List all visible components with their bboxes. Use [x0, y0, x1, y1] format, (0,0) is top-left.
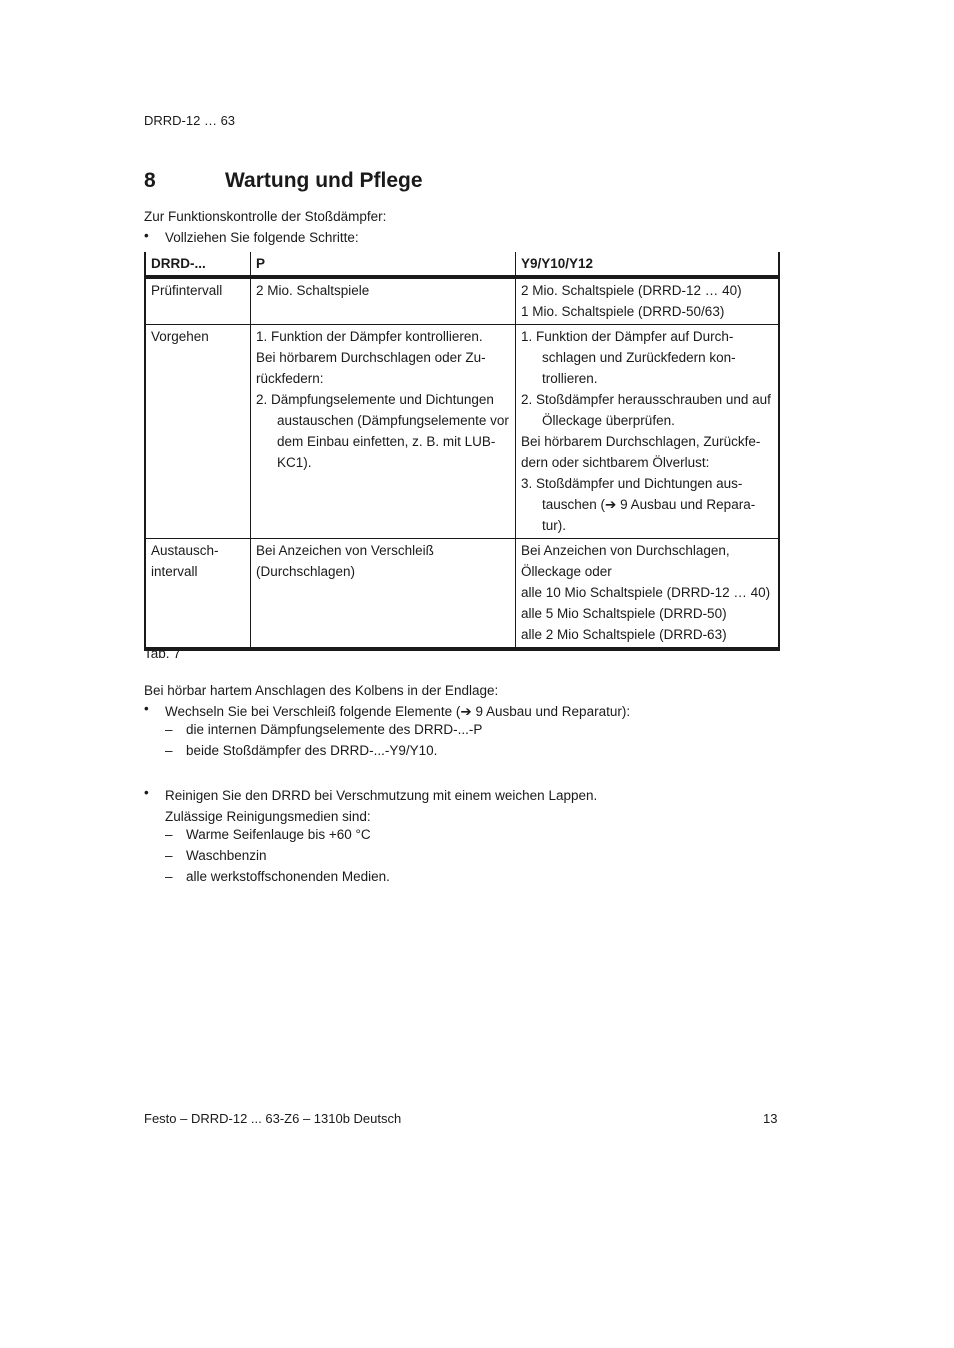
cell-p: Bei Anzeichen von Verschleiß (Durchschlagen): [251, 539, 516, 650]
step-item: 2. Stoßdämpfer herausschrauben und auf Ölleckage überprüfen.: [521, 392, 771, 428]
bullet-marker: •: [144, 701, 149, 716]
row-label: Prüfintervall: [145, 277, 251, 325]
dash-item: alle werkstoffschonenden Medien.: [186, 869, 390, 884]
dash-marker: –: [165, 827, 173, 842]
step-item: 2. Dämpfungselemente und Dichtungen austauschen (Dämpfungselemente vor dem Einbau einfetten, z. B. mit LUB-KC1).: [256, 392, 509, 470]
document-header: DRRD-12 … 63: [144, 113, 236, 128]
cell-p: 2 Mio. Schaltspiele: [251, 277, 516, 325]
section-title: Wartung und Pflege: [225, 169, 423, 192]
cell-line: alle 2 Mio Schaltspiele (DRRD-63): [521, 627, 727, 642]
dash-item: beide Stoßdämpfer des DRRD-...-Y9/Y10.: [186, 743, 438, 758]
table-header-cell: DRRD-...: [145, 252, 251, 277]
table-row: [145, 277, 779, 325]
step-item: 1. Funktion der Dämpfer auf Durch-schlagen und Zurückfedern kon-trollieren.: [521, 329, 736, 386]
table-header-row: [145, 252, 779, 277]
cell-line: alle 5 Mio Schaltspiele (DRRD-50): [521, 606, 727, 621]
cell-y: [516, 277, 780, 325]
paragraph-text: Bei hörbar hartem Anschlagen des Kolbens in der Endlage:: [144, 683, 499, 698]
table-row: [145, 539, 779, 650]
dash-marker: –: [165, 869, 173, 884]
section-number: 8: [144, 169, 156, 192]
step-item: 3. Stoßdämpfer und Dichtungen aus-tauschen (➔ 9 Ausbau und Repara-tur).: [521, 476, 756, 533]
table-header-cell: P: [251, 252, 516, 277]
cell-line: 2 Mio. Schaltspiele (DRRD-12 … 40): [521, 283, 742, 298]
table-caption: Tab. 7: [144, 646, 181, 661]
cell-text: Bei hörbarem Durchschlagen oder Zu-rückfedern:: [256, 350, 486, 386]
intro-bullet: Vollziehen Sie folgende Schritte:: [165, 230, 359, 245]
bullet-text: Wechseln Sie bei Verschleiß folgende Elemente (➔ 9 Ausbau und Reparatur):: [165, 704, 631, 719]
bullet-text: Reinigen Sie den DRRD bei Verschmutzung mit einem weichen Lappen.: [165, 788, 598, 803]
dash-marker: –: [165, 743, 173, 758]
row-label: Vorgehen: [145, 325, 251, 539]
cell-line: 1 Mio. Schaltspiele (DRRD-50/63): [521, 304, 725, 319]
cell-text: Bei hörbarem Durchschlagen, Zurückfe-dern oder sichtbarem Ölverlust:: [521, 434, 761, 470]
table-row: [145, 325, 779, 539]
dash-item: Warme Seifenlauge bis +60 °C: [186, 827, 371, 842]
table-header-cell: Y9/Y10/Y12: [516, 252, 780, 277]
cell-line: Bei Anzeichen von Durchschlagen,: [521, 543, 730, 558]
dash-marker: –: [165, 722, 173, 737]
dash-item: Waschbenzin: [186, 848, 267, 863]
cell-y: [516, 539, 780, 650]
maintenance-table: [144, 252, 780, 651]
cell-y: [516, 325, 780, 539]
row-label: Austausch-intervall: [145, 539, 251, 650]
step-item: 1. Funktion der Dämpfer kontrollieren.: [256, 329, 483, 344]
dash-marker: –: [165, 848, 173, 863]
paragraph-text: Zulässige Reinigungsmedien sind:: [165, 809, 371, 824]
page-number: 13: [763, 1111, 778, 1126]
cell-p: [251, 325, 516, 539]
footer-doc-info: Festo – DRRD-12 ... 63-Z6 – 1310b Deutsch: [144, 1111, 402, 1126]
bullet-marker: •: [144, 785, 149, 800]
intro-text: Zur Funktionskontrolle der Stoßdämpfer:: [144, 209, 387, 224]
dash-item: die internen Dämpfungselemente des DRRD-...-P: [186, 722, 483, 737]
cell-line: alle 10 Mio Schaltspiele (DRRD-12 … 40): [521, 585, 771, 600]
cell-line: Ölleckage oder: [521, 564, 612, 579]
bullet-marker: •: [144, 228, 149, 243]
